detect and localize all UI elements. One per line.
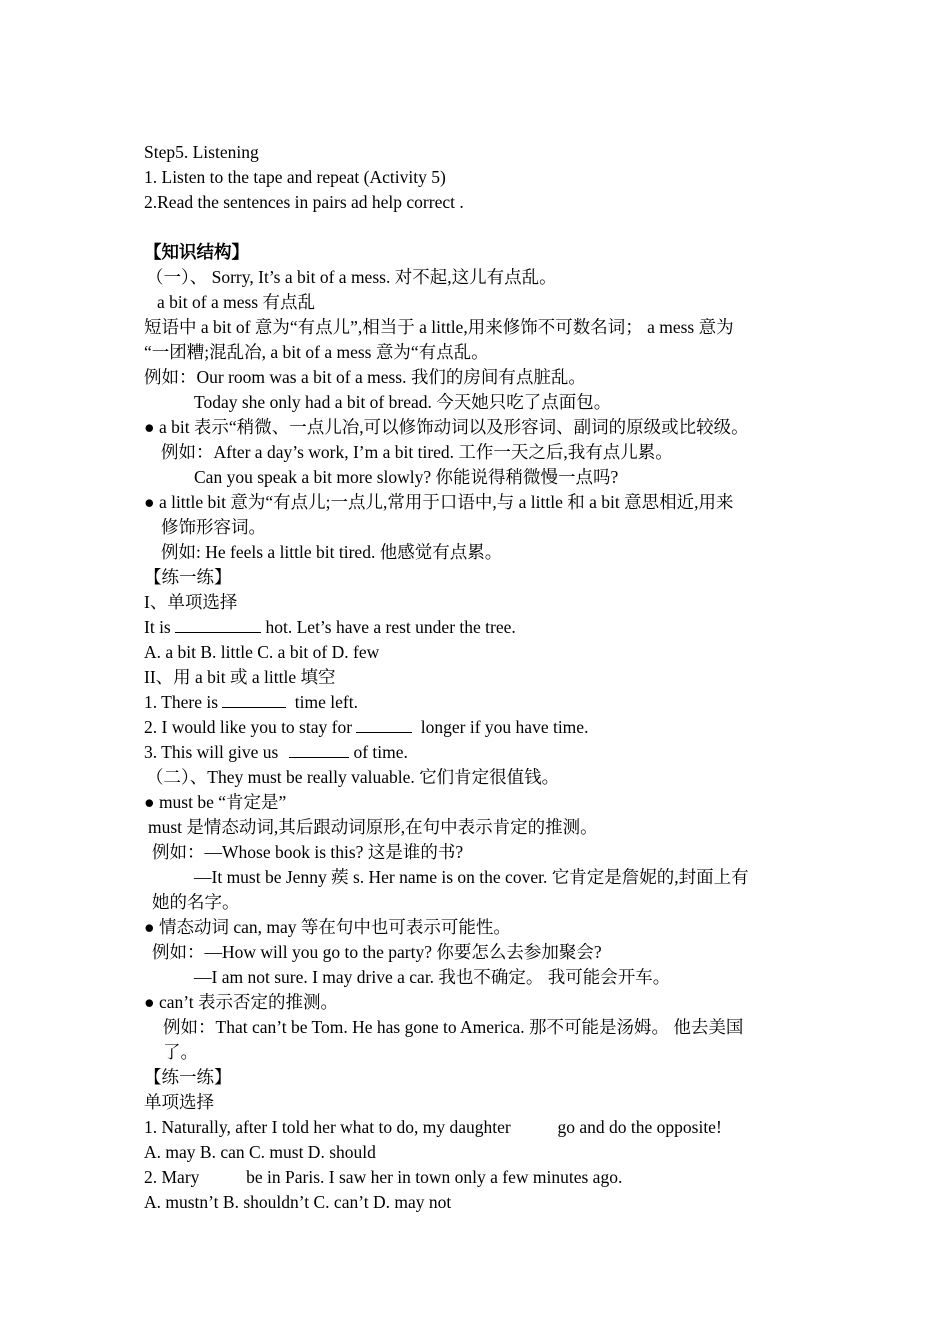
options-1: A. a bit B. little C. a bit of D. few [144, 642, 380, 662]
example-7-cont: 她的名字。 [152, 892, 240, 912]
example-7: —It must be Jenny 蒺 s. Her name is on the cover. 它肯定是詹妮的,封面上有 [194, 867, 749, 887]
must-explanation: must 是情态动词,其后跟动词原形,在句中表示肯定的推测。 [148, 817, 598, 837]
step5-item-2: 2.Read the sentences in pairs ad help correct . [144, 192, 464, 212]
a-little-bit-bullet: ● a little bit 意为“有点儿;一点儿,常用于口语中,与 a little 和 a bit 意思相近,用来 [144, 492, 734, 512]
practice-heading-2: 【练一练】 [144, 1067, 232, 1087]
answer-blank[interactable] [289, 741, 349, 758]
example-4: Can you speak a bit more slowly? 你能说得稍微慢一点吗? [194, 467, 619, 487]
step5-heading: Step5. Listening [144, 142, 259, 162]
fill-question-3: 3. This will give us of time. [144, 742, 408, 762]
mc-options-2: A. mustn’t B. shouldn’t C. can’t D. may not [144, 1192, 452, 1212]
example-5: 例如: He feels a little bit tired. 他感觉有点累。 [161, 542, 503, 562]
mc-question-2: 2. Mary be in Paris. I saw her in town only a few minutes ago. [144, 1167, 623, 1187]
answer-blank[interactable] [222, 691, 286, 708]
explanation-line-2: “一团糟;混乱冶, a bit of a mess 意为“有点乱。 [144, 342, 489, 362]
a-bit-bullet: ● a bit 表示“稍微、一点儿冶,可以修饰动词以及形容词、副词的原级或比较级。 [144, 417, 749, 437]
example-6: 例如：—Whose book is this? 这是谁的书? [152, 842, 464, 862]
mc-question-1: 1. Naturally, after I told her what to do, my daughter go and do the opposite! [144, 1117, 722, 1137]
phrase-a-bit-of-a-mess: a bit of a mess 有点乱 [157, 292, 315, 312]
answer-blank[interactable] [356, 716, 412, 733]
a-little-bit-bullet-cont: 修饰形容词。 [161, 517, 266, 537]
single-choice-heading-1: I、单项选择 [144, 592, 238, 612]
practice-heading-1: 【练一练】 [144, 567, 232, 587]
example-8: 例如：—How will you go to the party? 你要怎么去参加聚会? [152, 942, 602, 962]
question-it-is: It is hot. Let’s have a rest under the tree. [144, 617, 516, 637]
fill-question-2: 2. I would like you to stay for longer if you have time. [144, 717, 589, 737]
must-be-bullet: ● must be “肯定是” [144, 792, 287, 812]
can-may-bullet: ● 情态动词 can, may 等在句中也可表示可能性。 [144, 917, 511, 937]
section-1-title: （一）、 Sorry, It’s a bit of a mess. 对不起,这儿有点乱。 [146, 267, 557, 287]
cant-bullet: ● can’t 表示否定的推测。 [144, 992, 338, 1012]
example-2: Today she only had a bit of bread. 今天她只吃了点面包。 [194, 392, 612, 412]
mc-options-1: A. may B. can C. must D. should [144, 1142, 376, 1162]
example-3: 例如：After a day’s work, I’m a bit tired. 工作一天之后,我有点儿累。 [161, 442, 673, 462]
single-choice-heading-2: 单项选择 [144, 1092, 214, 1112]
answer-blank[interactable] [175, 616, 261, 633]
knowledge-structure-heading: 【知识结构】 [144, 242, 249, 262]
example-9: —I am not sure. I may drive a car. 我也不确定。 我可能会开车。 [194, 967, 671, 987]
step5-item-1: 1. Listen to the tape and repeat (Activity 5) [144, 167, 446, 187]
example-10: 例如：That can’t be Tom. He has gone to America. 那不可能是汤姆。 他去美国 [163, 1017, 744, 1037]
fill-question-1: 1. There is time left. [144, 692, 358, 712]
explanation-line-1: 短语中 a bit of 意为“有点儿”,相当于 a little,用来修饰不可数名词； a mess 意为 [144, 317, 734, 337]
fill-blank-heading: II、用 a bit 或 a little 填空 [144, 667, 336, 687]
example-10-cont: 了。 [163, 1042, 198, 1062]
section-2-title: （二）、They must be really valuable. 它们肯定很值钱。 [146, 767, 560, 787]
example-1: 例如：Our room was a bit of a mess. 我们的房间有点脏乱。 [144, 367, 586, 387]
